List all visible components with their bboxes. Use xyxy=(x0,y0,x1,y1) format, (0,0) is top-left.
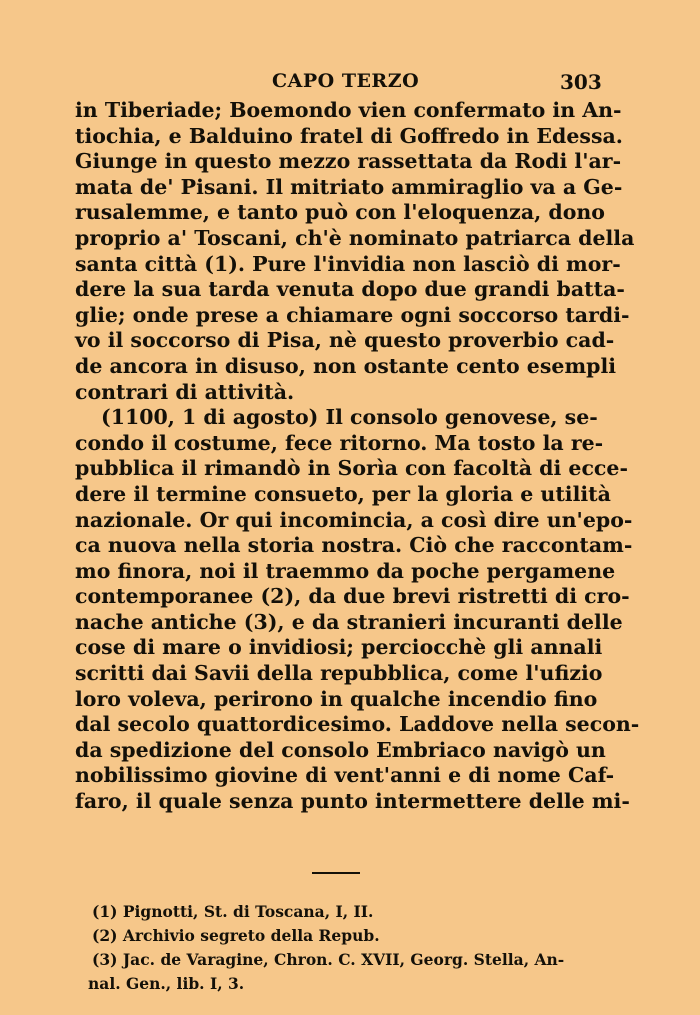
text-line: ca nuova nella storia nostra. Ciò che raccontam- xyxy=(75,533,633,558)
footnote-1: (1) Pignotti, St. di Toscana, I, II. xyxy=(92,902,374,921)
text-line: mata de' Pisani. Il mitriato ammiraglio va a Ge- xyxy=(75,174,623,199)
body-text xyxy=(75,98,640,815)
text-line: contrari di attività. xyxy=(75,379,295,404)
footnote-2: (2) Archivio segreto della Repub. xyxy=(92,926,380,945)
text-line: (1100, 1 di agosto) Il consolo genovese, se- xyxy=(101,405,598,430)
text-line: contemporanee (2), da due brevi ristretti di cro- xyxy=(75,584,630,609)
text-line: in Tiberiade; Boemondo vien confermato in An- xyxy=(75,98,622,122)
text-line: vo il soccorso di Pisa, nè questo proverbio cad- xyxy=(75,328,615,353)
text-line: mo finora, noi il traemmo da poche pergamene xyxy=(75,558,616,583)
text-line: nache antiche (3), e da stranieri incuranti delle xyxy=(75,609,623,634)
text-line: nobilissimo giovine di vent'anni e di nome Caf- xyxy=(75,763,615,788)
text-line: dere il termine consueto, per la gloria e utilità xyxy=(75,481,611,506)
text-line: cose di mare o invidiosi; perciocchè gli annali xyxy=(75,635,603,660)
text-line: faro, il quale senza punto intermettere delle mi- xyxy=(75,789,630,814)
text-line: loro voleva, perirono in qualche incendio fino xyxy=(75,686,598,711)
text-line: santa città (1). Pure l'invidia non lasciò di mor- xyxy=(75,251,621,276)
text-line: de ancora in disuso, non ostante cento esempli xyxy=(75,353,617,378)
text-line: condo il costume, fece ritorno. Ma tosto la re- xyxy=(75,430,604,455)
text-line: scritti dai Savii della repubblica, come l'ufizio xyxy=(75,661,603,686)
running-title: CAPO TERZO xyxy=(272,70,420,92)
footnotes xyxy=(88,900,597,996)
text-line: rusalemme, e tanto può con l'eloquenza, dono xyxy=(75,200,605,225)
page-header xyxy=(0,70,700,98)
footnote-3-continuation: nal. Gen., lib. I, 3. xyxy=(88,974,245,993)
text-line: tiochia, e Balduino fratel di Goffredo in Edessa. xyxy=(75,123,623,148)
text-line: dal secolo quattordicesimo. Laddove nella secon- xyxy=(75,712,640,737)
text-line: da spedizione del consolo Embriaco navigò un xyxy=(75,737,606,762)
text-line: dere la sua tarda venuta dopo due grandi batta- xyxy=(75,277,625,302)
text-line: nazionale. Or qui incomincia, a così dire un'epo- xyxy=(75,507,633,532)
footnote-divider xyxy=(312,872,360,874)
text-line: glie; onde prese a chiamare ogni soccorso tardi- xyxy=(75,302,630,327)
footnote-3: (3) Jac. de Varagine, Chron. C. XVII, Georg. Stella, An- xyxy=(92,950,565,969)
text-line: proprio a' Toscani, ch'è nominato patriarca della xyxy=(75,225,635,250)
text-line: pubblica il rimandò in Sorìa con facoltà di ecce- xyxy=(75,456,628,481)
page-number: 303 xyxy=(560,70,602,94)
text-line: Giunge in questo mezzo rassettata da Rodi l'ar- xyxy=(75,149,622,174)
